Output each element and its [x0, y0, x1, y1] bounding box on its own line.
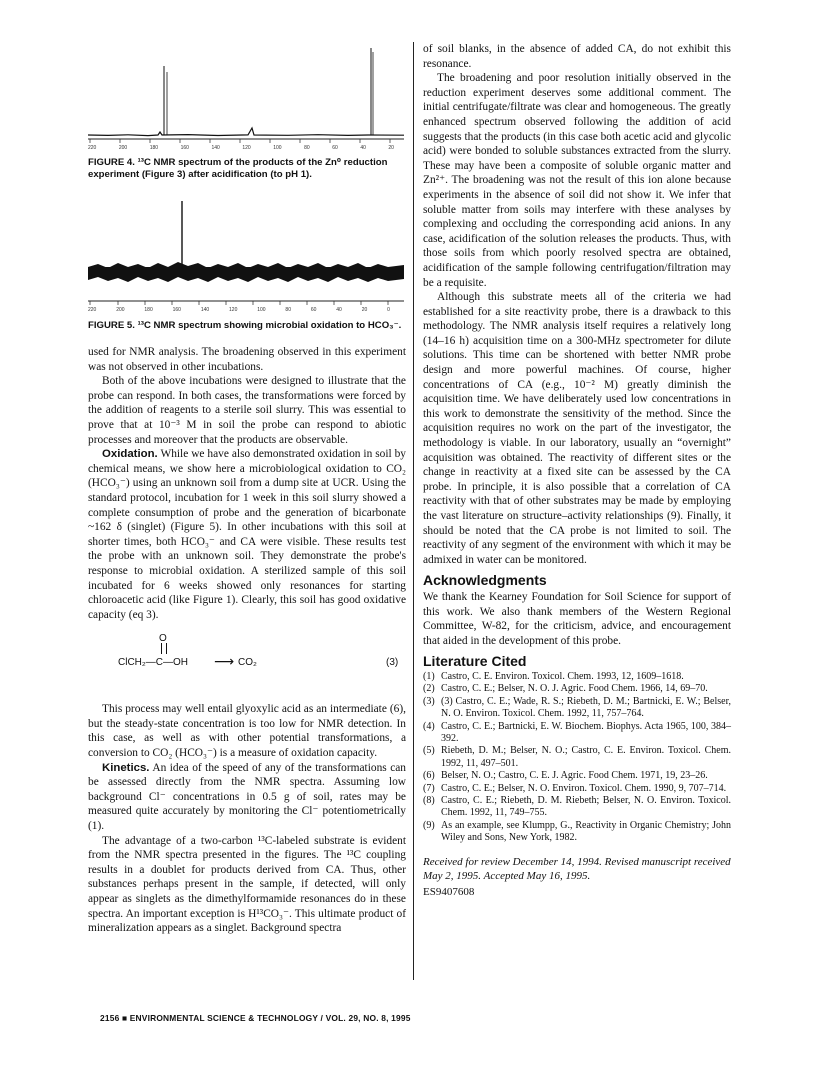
- equation-carbonyl-o: O: [159, 633, 167, 645]
- reference-text: Castro, C. E.; Bartnicki, E. W. Biochem. Biophys. Acta 1965, 100, 384–392.: [441, 720, 731, 744]
- paragraph: This process may well entail glyoxylic acid as an intermediate (6), but the steady-state concentration is too low for NMR detection. In this case, as well as with other potential transformations, a conversion to CO₂ (HCO₃⁻) is a measure of oxidation capacity.: [88, 703, 406, 760]
- figure-5-plot: [88, 197, 404, 309]
- section-run-in-head: Kinetics.: [102, 761, 150, 774]
- reference-item: [423, 683, 731, 695]
- x-tick-label: 160: [172, 307, 181, 313]
- x-tick-label: 220: [88, 307, 97, 313]
- reference-text: Castro, C. E.; Riebeth, D. M. Riebeth; Belser, N. O. Environ. Toxicol. Chem. 1992, 11, 749–755.: [441, 795, 731, 819]
- paragraph-text: While we have also demonstrated oxidation in soil by chemical means, we show here a microbiological oxidation to CO₂ (HCO₃⁻) using an unknown soil from a dump site at UCR. Using the standard protocol, incubation for 1 week in this soil slurry showed a complete consumption of probe and the generation of bicarbonate ~162 δ (singlet) (Figure 5). In other incubations with this soil at shorter times, both HCO₃⁻ and CA were visible. These results test the probe with an unknown soil. They demonstrate the probe's response to microbial oxidation. A sterilized sample of this soil incubated for 6 weeks showed only resonances for starting chloroacetic acid (like Figure 1). Clearly, this soil has good oxidative capacity (eq 3).: [88, 448, 406, 621]
- equation-number: (3): [386, 657, 399, 669]
- reference-number: (5): [423, 745, 435, 757]
- acknowledgments-text: We thank the Kearney Foundation for Soil Science for support of this work. We also thank members of the Western Regional Committee, W-82, for the criticism, advice, and encouragement that aided in the development of this probe.: [423, 590, 731, 647]
- x-tick-label: 40: [360, 145, 366, 151]
- reference-text: Castro, C. E. Environ. Toxicol. Chem. 1993, 12, 1609–1618.: [441, 670, 684, 682]
- paragraph: of soil blanks, in the absence of added CA, do not exhibit this resonance.: [423, 43, 731, 70]
- x-tick-label: 80: [304, 145, 310, 151]
- figure-5-spectrum: [88, 197, 404, 309]
- reference-item: [423, 783, 731, 795]
- x-tick-label: 120: [242, 145, 251, 151]
- reference-number: (9): [423, 819, 435, 831]
- x-tick-label: 160: [180, 145, 189, 151]
- reference-item: [423, 795, 731, 820]
- figure-5-x-ticks: [88, 307, 390, 313]
- figure-4-spectrum: [88, 42, 404, 148]
- reference-text: Riebeth, D. M.; Belser, N. O.; Castro, C. E. Environ. Toxicol. Chem. 1992, 11, 497–501.: [441, 745, 731, 769]
- manuscript-code: ES9407608: [423, 885, 475, 898]
- x-tick-label: 100: [257, 307, 266, 313]
- reference-number: (6): [423, 770, 435, 782]
- reference-number: (8): [423, 795, 435, 806]
- right-column-text: [423, 42, 731, 899]
- x-tick-label: 180: [144, 307, 153, 313]
- x-tick-label: 180: [149, 145, 159, 151]
- equation-3: [88, 632, 406, 694]
- x-tick-label: 200: [118, 145, 128, 151]
- figure-4-x-ticks: [88, 145, 394, 151]
- figure-4-plot: [88, 42, 404, 148]
- column-divider: [413, 42, 414, 980]
- reference-item: [423, 820, 731, 845]
- paragraph: used for NMR analysis. The broadening observed in this experiment was not observed in other incubations.: [88, 346, 406, 373]
- reference-item: [423, 770, 731, 782]
- reference-item: [423, 721, 731, 746]
- x-tick-label: 140: [211, 145, 220, 151]
- reference-number: (7): [423, 782, 435, 794]
- paragraph: [88, 447, 406, 622]
- reference-list: [423, 671, 731, 845]
- x-tick-label: 100: [273, 145, 282, 151]
- section-run-in-head: Oxidation.: [102, 448, 158, 461]
- reference-text: (3) Castro, C. E.; Wade, R. S.; Riebeth, D. M.; Bartnicki, E. W.; Belser, N. O. Environ. Toxicol. Chem. 1992, 11, 757–764.: [441, 695, 731, 720]
- x-tick-label: 220: [88, 145, 97, 151]
- reference-item: [423, 671, 731, 683]
- acknowledgments-heading: Acknowledgments: [423, 572, 547, 589]
- paragraph: [88, 761, 406, 834]
- reference-text: Belser, N. O.; Castro, C. E. J. Agric. Food Chem. 1971, 19, 23–26.: [441, 770, 708, 782]
- x-tick-label: 20: [388, 145, 394, 151]
- literature-cited-heading: Literature Cited: [423, 653, 527, 670]
- x-tick-label: 140: [200, 307, 210, 313]
- paragraph: The broadening and poor resolution initially observed in the reduction experiment deserves some additional comment. The initial centrifugate/filtrate was clear and homogeneous. The greatly enhanced spectrum observed following the addition of acid suggests that the products (in this case both acetic acid and glycolic acid) were bonded to soluble substances extracted from the slurry. These may have been a composite of soluble organic matter and Zn²⁺. The broadening was not the result of this ion alone because experiments in the absence of soil did not show it. We infer that soluble matter from soils may interfere with these analyses by complexing and occluding the corresponding acid anions. In any case, acidification of the solution releases the products. Thus, with those soils from which poorly resolved spectra are obtained, acidification of the sample following centrifugation/filtration may be a requisite.: [423, 72, 731, 289]
- figure-5-caption: FIGURE 5. ¹³C NMR spectrum showing microbial oxidation to HCO₃⁻.: [88, 320, 402, 331]
- x-tick-label: 40: [336, 307, 342, 313]
- paragraph: Both of the above incubations were designed to illustrate that the probe can respond. In both cases, the transformations were forced by the addition of reagents to a sterile soil slurry. This was essential to prove that at 10⁻³ M in soil the probe can respond to abiotic processes and moreover that the products are observable.: [88, 375, 406, 446]
- x-tick-label: 80: [285, 307, 291, 313]
- paragraph: The advantage of a two-carbon ¹³C-labeled substrate is evident from the NMR spectra presented in the figures. The ¹³C coupling results in a doublet for products derived from CA. Thus, other substances perhaps present in the sample, if detected, will only appear as singlets as the dimethylformamide resonances do in these spectra. An important exception is H¹³CO₃⁻. This ultimate product of mineralization appears as a singlet. Background spectra: [88, 834, 406, 935]
- reference-text: Castro, C. E.; Belser, N. O. J. Agric. Food Chem. 1966, 14, 69–70.: [441, 683, 708, 695]
- reference-text: Castro, C. E.; Belser, N. O. Environ. Toxicol. Chem. 1990, 9, 707–714.: [441, 782, 727, 794]
- x-tick-label: 120: [229, 307, 238, 313]
- reference-number: (2): [423, 683, 435, 695]
- x-tick-label: 200: [116, 307, 125, 313]
- x-tick-label: 60: [332, 145, 338, 151]
- reference-number: (4): [423, 720, 435, 732]
- equation-arrow: ⟶: [214, 653, 235, 670]
- paragraph: Although this substrate meets all of the criteria we had established for a site reactivity probe, there is a drawback to this methodology. The NMR analysis itself requires a relatively long (14–16 h) acquisition time on a 300-MHz spectrometer for dilute solutions. This time can be shortened with better NMR probe design and more powerful machines. Of course, higher concentrations of CA (e.g., 10⁻² M) greatly diminish the acquisition time. We have deliberately used low concentrations in this work to demonstrate the sensitivity of the method. Since the acquisition requires no work on the part of the investigator, the methodology is viable. In our laboratory, usually an “overnight” acquisition was obtained. The reactivity of different sites or the change in reactivity at a fixed site can be assessed by the CA probe. In principle, it is also possible that a correlation of CA reactivity with that of other substrates may be made by employing the vast literature on structure–activity relationships (9). Finally, it should be noted that the CA probe is not limited to soil. The reactivity of any segment of the environment with which it may be admixed in water can be monitored.: [423, 291, 731, 566]
- equation-reactant: ClCH₂—C—OH: [118, 657, 188, 669]
- reference-number: (3): [423, 695, 435, 707]
- x-tick-label: 0: [387, 307, 390, 313]
- equation-double-bond: [161, 643, 167, 654]
- reference-item: [423, 696, 731, 721]
- figure-4-caption: FIGURE 4. ¹³C NMR spectrum of the products of the Zn⁰ reduction experiment (Figure 3) after acidification (to pH 1).: [88, 157, 388, 180]
- x-tick-label: 60: [310, 307, 317, 313]
- x-tick-label: 20: [361, 307, 368, 313]
- equation-product: CO₂: [238, 657, 257, 669]
- left-column-text: [88, 345, 406, 936]
- reference-text: As an example, see Klumpp, G., Reactivity in Organic Chemistry; John Wiley and Sons, New York, 1982.: [441, 819, 731, 844]
- paragraph-text: An idea of the speed of any of the transformations can be assessed directly from the NMR spectra. Assuming low background Cl⁻ concentrations in 0.5 g of soil, rates may be measured quite accurately by monitoring the Cl⁻ potentiometrically (1).: [88, 761, 406, 833]
- received-dates: Received for review December 14, 1994. Revised manuscript received May 2, 1995. Accepted May 16, 1995.: [423, 855, 731, 882]
- reference-number: (1): [423, 670, 435, 682]
- reference-item: [423, 745, 731, 770]
- page-footer: 2156 ■ ENVIRONMENTAL SCIENCE & TECHNOLOGY / VOL. 29, NO. 8, 1995: [100, 1013, 411, 1023]
